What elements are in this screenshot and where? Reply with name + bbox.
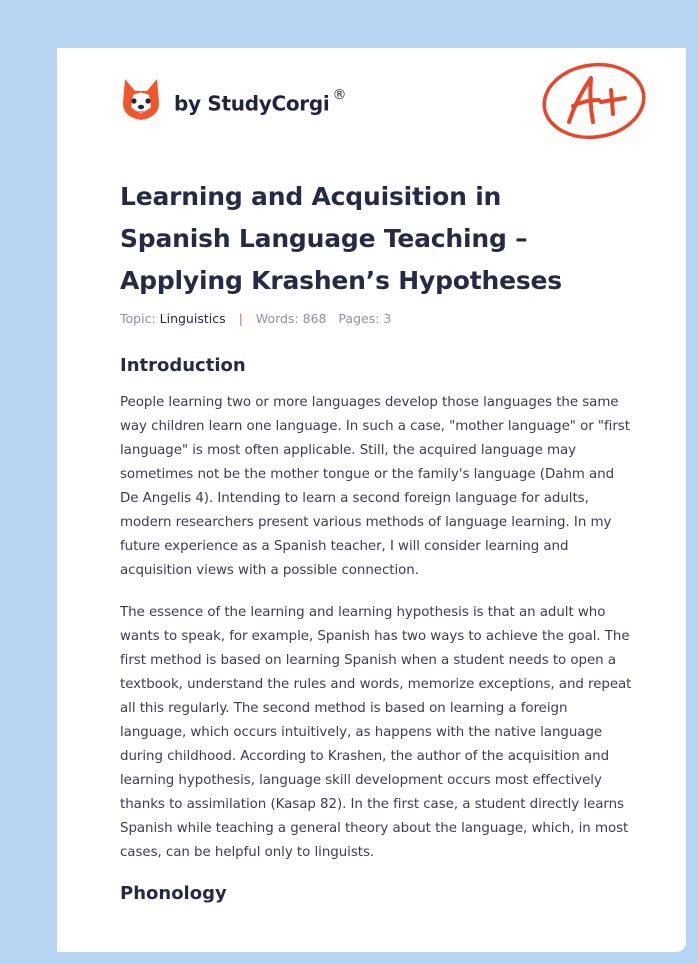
brand-logo[interactable] [121, 76, 346, 124]
section-heading-phonology: Phonology [120, 883, 227, 904]
document-page [57, 48, 686, 952]
topic-link[interactable]: Linguistics [159, 311, 226, 326]
paragraph-1: People learning two or more languages develop those languages the same way children learn one language. In such a case, "mother language" or "first language" is most often applicable. Still, the acquired language may sometimes not be the mother tongue or the family's language (Dahm and De Angelis 4). Intending to learn a second foreign language for adults, modern researchers present various methods of language learning. In my future experience as a Spanish teacher, I will consider learning and acquisition views with a possible connection. [120, 395, 630, 578]
section-heading-introduction: Introduction [120, 355, 246, 376]
a-plus-grade-icon [539, 60, 651, 142]
meta-separator: | [238, 311, 243, 326]
document-meta [120, 311, 391, 326]
brand-name: by StudyCorgi ® [174, 86, 347, 116]
topic-label: Topic: [120, 311, 156, 326]
document-title: Learning and Acquisition in Spanish Language Teaching – Applying Krashen’s Hypotheses [120, 182, 562, 295]
corgi-logo-icon [121, 77, 161, 123]
registered-mark: ® [332, 86, 347, 103]
word-count: Words: 868 [255, 311, 327, 326]
paragraph-2: The essence of the learning and learning hypothesis is that an adult who wants to speak, for example, Spanish has two ways to achieve the goal. The first method is based on learning Spanish when a student needs to open a textbook, understand the rules and words, memorize exceptions, and repeat all this regularly. The second method is based on learning a foreign language, which occurs intuitively, as happens with the native language during childhood. According to Krashen, the author of the acquisition and learning hypothesis, language skill development occurs most effectively thanks to assimilation (Kasap 82). In the first case, a student directly learns Spanish while teaching a general theory about the language, which, in most cases, can be helpful only to linguists. [120, 605, 632, 860]
page-count: Pages: 3 [338, 311, 392, 326]
